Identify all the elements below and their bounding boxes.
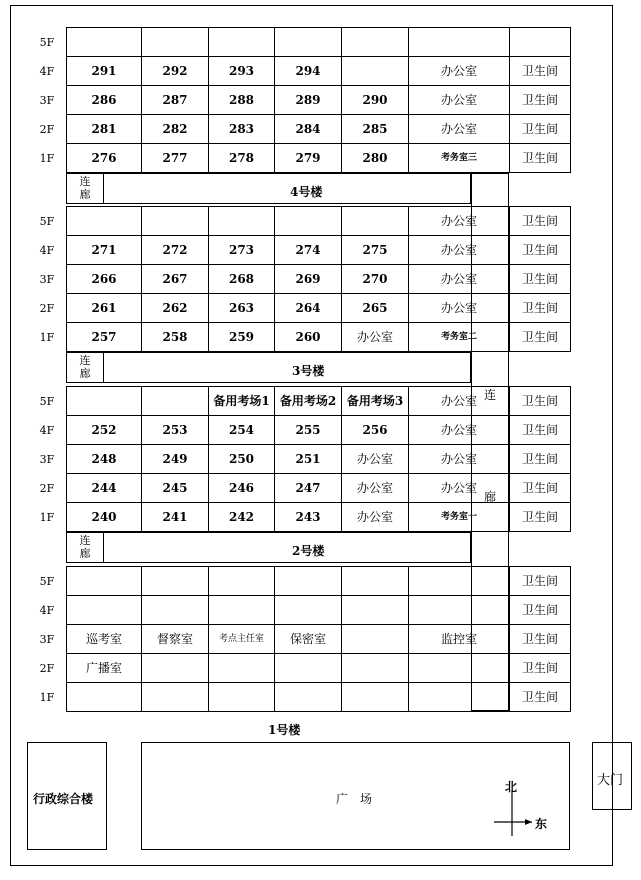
band-2 (104, 532, 471, 563)
b4-room-cell (66, 143, 142, 173)
room-label: 263 (228, 301, 255, 315)
floor-label: 2F (39, 302, 55, 315)
floor-label: 2F (39, 662, 55, 675)
floor-label: 3F (39, 633, 55, 646)
b4-room-cell (66, 27, 142, 57)
b3-room-cell (274, 293, 342, 323)
b3-room-cell (141, 322, 209, 352)
b4-room-cell (141, 143, 209, 173)
b4-room-cell (208, 114, 275, 144)
b4-room-cell (341, 56, 409, 86)
corridor-2: 连廊 (66, 532, 104, 563)
b2-room-cell (208, 386, 275, 416)
b2-room-cell (341, 415, 409, 445)
b4-room-cell (66, 85, 142, 115)
room-label: 254 (228, 423, 255, 437)
b1-room-cell (341, 653, 409, 683)
long-corridor-label-1: 连 (484, 388, 497, 402)
room-label: 249 (162, 452, 188, 466)
b3-room-cell (341, 235, 409, 265)
room-label: 281 (91, 122, 117, 136)
floor-label: 3F (39, 453, 55, 466)
floor-label: 5F (39, 575, 55, 588)
compass-north-label: 北 (505, 780, 518, 794)
room-label: 监控室 (440, 632, 477, 646)
room-label: 272 (162, 243, 188, 257)
b3-room-cell (274, 264, 342, 294)
room-label: 274 (295, 243, 321, 257)
b3-room-cell (66, 293, 142, 323)
b1-room-cell (208, 624, 275, 654)
room-label: 卫生间 (521, 690, 558, 704)
b1-room-cell (341, 595, 409, 625)
room-label: 卫生间 (521, 243, 558, 257)
building-1-label: 1号楼 (268, 723, 301, 737)
b4-room-cell (208, 56, 275, 86)
room-label: 287 (162, 93, 188, 107)
b1-room-cell (274, 682, 342, 712)
b4-room-cell (408, 114, 510, 144)
room-label: 卫生间 (521, 151, 558, 165)
room-label: 293 (228, 64, 255, 78)
room-label: 247 (295, 481, 321, 495)
room-label: 巡考室 (85, 632, 122, 646)
b3-room-cell (341, 293, 409, 323)
room-label: 271 (91, 243, 117, 257)
room-label: 办公室 (440, 301, 477, 315)
b3-room-cell (66, 235, 142, 265)
b4-room-cell (408, 27, 510, 57)
b4-room-cell (274, 27, 342, 57)
long-corridor (471, 173, 509, 711)
b1-room-cell (66, 566, 142, 596)
room-label: 卫生间 (521, 574, 558, 588)
b2-room-cell (141, 415, 209, 445)
room-label: 264 (295, 301, 321, 315)
b3-room-cell (208, 206, 275, 236)
b4-room-cell (408, 56, 510, 86)
building-4-label: 4号楼 (290, 185, 323, 199)
b4-room-cell (509, 85, 571, 115)
b3-room-cell (274, 235, 342, 265)
floor-label: 3F (39, 94, 55, 107)
b1-room-cell (141, 566, 209, 596)
room-label: 卫生间 (521, 510, 558, 524)
b3-room-cell (141, 264, 209, 294)
b2-room-cell (274, 444, 342, 474)
b4-room-cell (509, 143, 571, 173)
room-label: 卫生间 (521, 394, 558, 408)
b3-room-cell (509, 206, 571, 236)
b2-room-cell (509, 473, 571, 503)
room-label: 278 (228, 151, 255, 165)
b2-room-cell (509, 386, 571, 416)
b3-room-cell (509, 264, 571, 294)
b2-room-cell (141, 444, 209, 474)
b1-room-cell (341, 624, 409, 654)
room-label: 办公室 (440, 122, 477, 136)
floor-label: 5F (39, 36, 55, 49)
long-corridor-label-2: 廊 (484, 490, 497, 504)
b4-room-cell (208, 27, 275, 57)
room-label: 卫生间 (521, 423, 558, 437)
room-label: 备用考场3 (346, 394, 404, 408)
room-label: 259 (228, 330, 255, 344)
room-label: 258 (162, 330, 188, 344)
b3-room-cell (509, 293, 571, 323)
b2-room-cell (509, 444, 571, 474)
room-label: 办公室 (440, 394, 477, 408)
room-label: 卫生间 (521, 93, 558, 107)
b2-room-cell (66, 444, 142, 474)
room-label: 卫生间 (521, 301, 558, 315)
room-label: 256 (362, 423, 388, 437)
room-label: 250 (228, 452, 255, 466)
b4-room-cell (141, 56, 209, 86)
band-3 (104, 352, 471, 383)
b2-room-cell (208, 444, 275, 474)
b1-room-cell (208, 682, 275, 712)
band-4 (104, 173, 471, 204)
square-label: 广 场 (336, 792, 373, 806)
room-label: 284 (295, 122, 321, 136)
b4-room-cell (208, 143, 275, 173)
b2-room-cell (208, 502, 275, 532)
room-label: 280 (362, 151, 388, 165)
room-label: 270 (362, 272, 388, 286)
b4-room-cell (274, 143, 342, 173)
room-label: 244 (91, 481, 117, 495)
room-label: 办公室 (356, 330, 393, 344)
building-3-label: 3号楼 (292, 364, 325, 378)
room-label: 285 (362, 122, 388, 136)
room-label: 卫生间 (521, 603, 558, 617)
b2-room-cell (274, 502, 342, 532)
b3-room-cell (66, 322, 142, 352)
floor-label: 4F (39, 604, 55, 617)
room-label: 卫生间 (521, 214, 558, 228)
room-label: 办公室 (356, 452, 393, 466)
room-label: 办公室 (356, 510, 393, 524)
b1-room-cell (66, 682, 142, 712)
room-label: 考务室三 (440, 152, 477, 163)
b3-room-cell (141, 206, 209, 236)
floor-label: 1F (39, 511, 55, 524)
b2-room-cell (274, 386, 342, 416)
b1-room-cell (509, 624, 571, 654)
room-label: 240 (91, 510, 117, 524)
b1-room-cell (274, 566, 342, 596)
gate-label: 大门 (597, 773, 624, 788)
room-label: 276 (91, 151, 117, 165)
room-label: 283 (228, 122, 255, 136)
b3-room-cell (208, 293, 275, 323)
b4-room-cell (341, 85, 409, 115)
b1-room-cell (141, 595, 209, 625)
b1-room-cell (66, 624, 142, 654)
b4-room-cell (274, 114, 342, 144)
b4-room-cell (408, 85, 510, 115)
b4-room-cell (274, 85, 342, 115)
b3-room-cell (341, 322, 409, 352)
b2-room-cell (141, 502, 209, 532)
room-label: 考务室二 (440, 331, 477, 342)
room-label: 290 (362, 93, 388, 107)
room-label: 办公室 (440, 214, 477, 228)
b2-room-cell (341, 473, 409, 503)
building-2-label: 2号楼 (292, 544, 325, 558)
b1-room-cell (274, 624, 342, 654)
b2-room-cell (66, 386, 142, 416)
b3-room-cell (208, 264, 275, 294)
room-label: 办公室 (440, 64, 477, 78)
floor-label: 4F (39, 244, 55, 257)
room-label: 办公室 (440, 243, 477, 257)
floor-label: 4F (39, 65, 55, 78)
b2-room-cell (141, 386, 209, 416)
room-label: 252 (91, 423, 117, 437)
room-label: 255 (295, 423, 321, 437)
room-label: 265 (362, 301, 388, 315)
floor-label: 1F (39, 331, 55, 344)
room-label: 262 (162, 301, 188, 315)
compass-east-label: 东 (535, 817, 548, 831)
b3-room-cell (341, 264, 409, 294)
room-label: 卫生间 (521, 452, 558, 466)
room-label: 279 (295, 151, 321, 165)
b1-room-cell (274, 595, 342, 625)
b1-room-cell (509, 653, 571, 683)
floor-label: 3F (39, 273, 55, 286)
b1-room-cell (208, 653, 275, 683)
room-label: 294 (295, 64, 321, 78)
b3-room-cell (141, 293, 209, 323)
room-label: 277 (162, 151, 188, 165)
room-label: 286 (91, 93, 117, 107)
b1-room-cell (208, 566, 275, 596)
room-label: 办公室 (440, 481, 477, 495)
b1-room-cell (274, 653, 342, 683)
room-label: 248 (91, 452, 117, 466)
room-label: 261 (91, 301, 117, 315)
b3-room-cell (341, 206, 409, 236)
b3-room-cell (274, 322, 342, 352)
room-label: 241 (162, 510, 188, 524)
b2-room-cell (66, 473, 142, 503)
b2-room-cell (509, 502, 571, 532)
corridor-3: 连廊 (66, 352, 104, 383)
room-label: 卫生间 (521, 122, 558, 136)
room-label: 246 (228, 481, 255, 495)
b1-room-cell (509, 682, 571, 712)
b1-room-cell (141, 682, 209, 712)
floor-label: 2F (39, 123, 55, 136)
room-label: 282 (162, 122, 188, 136)
floor-label: 1F (39, 691, 55, 704)
room-label: 卫生间 (521, 64, 558, 78)
b2-room-cell (341, 502, 409, 532)
b1-room-cell (141, 624, 209, 654)
room-label: 292 (162, 64, 188, 78)
b3-room-cell (509, 322, 571, 352)
b3-room-cell (274, 206, 342, 236)
room-label: 保密室 (289, 632, 326, 646)
b2-room-cell (341, 386, 409, 416)
b4-room-cell (141, 114, 209, 144)
room-label: 卫生间 (521, 481, 558, 495)
b2-room-cell (208, 415, 275, 445)
room-label: 266 (91, 272, 117, 286)
b4-room-cell (274, 56, 342, 86)
room-label: 卫生间 (521, 330, 558, 344)
room-label: 289 (295, 93, 321, 107)
b2-room-cell (274, 415, 342, 445)
room-label: 269 (295, 272, 321, 286)
room-label: 卫生间 (521, 661, 558, 675)
floor-label: 5F (39, 395, 55, 408)
b2-room-cell (509, 415, 571, 445)
b4-room-cell (341, 143, 409, 173)
room-label: 267 (162, 272, 188, 286)
room-label: 卫生间 (521, 632, 558, 646)
floor-label: 4F (39, 424, 55, 437)
room-label: 288 (228, 93, 255, 107)
b4-room-cell (509, 114, 571, 144)
room-label: 257 (91, 330, 117, 344)
b2-room-cell (141, 473, 209, 503)
room-label: 办公室 (440, 272, 477, 286)
room-label: 273 (228, 243, 255, 257)
b4-room-cell (341, 114, 409, 144)
room-label: 广播室 (85, 661, 122, 675)
room-label: 办公室 (356, 481, 393, 495)
room-label: 242 (228, 510, 255, 524)
b4-room-cell (408, 143, 510, 173)
b3-room-cell (141, 235, 209, 265)
floor-label: 1F (39, 152, 55, 165)
floor-label: 2F (39, 482, 55, 495)
b4-room-cell (208, 85, 275, 115)
b3-room-cell (66, 264, 142, 294)
b2-room-cell (66, 415, 142, 445)
corridor-4: 连廊 (66, 173, 104, 204)
b1-room-cell (66, 595, 142, 625)
b4-room-cell (141, 27, 209, 57)
admin-building-label: 行政综合楼 (33, 792, 94, 806)
b4-room-cell (341, 27, 409, 57)
b1-room-cell (341, 566, 409, 596)
b2-room-cell (341, 444, 409, 474)
b3-room-cell (66, 206, 142, 236)
room-label: 268 (228, 272, 255, 286)
room-label: 考点主任室 (218, 633, 264, 644)
b1-room-cell (208, 595, 275, 625)
room-label: 考务室一 (440, 511, 477, 522)
b4-room-cell (509, 56, 571, 86)
room-label: 办公室 (440, 423, 477, 437)
room-label: 办公室 (440, 452, 477, 466)
b4-room-cell (66, 56, 142, 86)
room-label: 备用考场1 (213, 394, 270, 408)
b1-room-cell (509, 566, 571, 596)
b2-room-cell (66, 502, 142, 532)
room-label: 291 (91, 64, 117, 78)
b4-room-cell (66, 114, 142, 144)
b1-room-cell (141, 653, 209, 683)
b3-room-cell (208, 235, 275, 265)
floor-label: 5F (39, 215, 55, 228)
room-label: 督察室 (156, 632, 193, 646)
b4-room-cell (141, 85, 209, 115)
room-label: 260 (295, 330, 321, 344)
room-label: 卫生间 (521, 272, 558, 286)
room-label: 251 (295, 452, 321, 466)
b3-room-cell (509, 235, 571, 265)
b2-room-cell (208, 473, 275, 503)
room-label: 备用考场2 (279, 394, 337, 408)
b1-room-cell (66, 653, 142, 683)
room-label: 275 (362, 243, 388, 257)
b2-room-cell (274, 473, 342, 503)
b3-room-cell (208, 322, 275, 352)
b4-room-cell (509, 27, 571, 57)
b1-room-cell (509, 595, 571, 625)
room-label: 办公室 (440, 93, 477, 107)
room-label: 253 (162, 423, 188, 437)
room-label: 243 (295, 510, 321, 524)
room-label: 245 (162, 481, 188, 495)
b1-room-cell (341, 682, 409, 712)
